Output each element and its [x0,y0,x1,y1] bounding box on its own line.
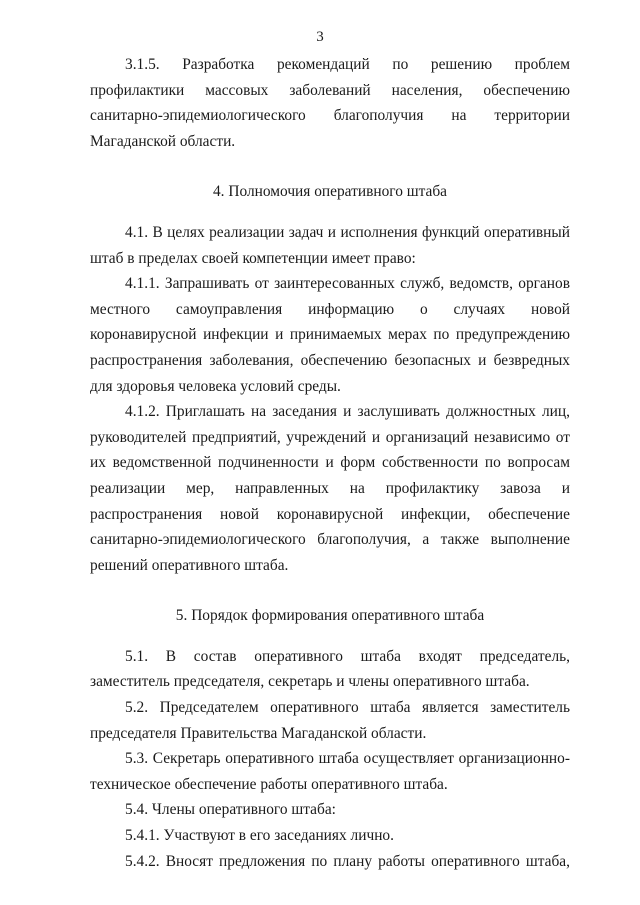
paragraph-4-1-1: 4.1.1. Запрашивать от заинтересованных служб, ведомств, органов местного самоуправления информацию о случаях новой коронавирусной инфекции и принимаемых мерах по предупреждению распространения заболевания, обеспечению безопасных и безвредных для здоровья человека условий среды. [90,275,570,395]
section-heading-5: 5. Порядок формирования оперативного штаба [175,607,485,625]
paragraph-5-1: 5.1. В состав оперативного штаба входят председатель, заместитель председателя, секретарь и члены оперативного штаба. [90,647,570,691]
paragraph-5-2: 5.2. Председателем оперативного штаба является заместитель председателя Правительства Магаданской области. [90,699,570,742]
paragraph-4-1: 4.1. В целях реализации задач и исполнения функций оперативный штаб в пределах своей компетенции имеет право: [90,223,570,267]
section-heading-4: 4. Полномочия оперативного штаба [212,183,448,201]
paragraph-5-3: 5.3. Секретарь оперативного штаба осуществляет организационно-техническое обеспечение работы оперативного штаба. [90,750,570,793]
paragraph-5-4-2: 5.4.2. Вносят предложения по плану работы оперативного штаба, [125,852,570,870]
page-number: 3 [316,29,324,45]
paragraph-3-1-5: 3.1.5. Разработка рекомендаций по решению проблем профилактики массовых заболеваний населения, обеспечению санитарно-эпидемиологического благополучия на территории Магаданской области. [90,56,570,150]
paragraph-5-4-1: 5.4.1. Участвуют в его заседаниях лично. [125,827,394,845]
document-body [90,52,570,874]
paragraph-4-1-2: 4.1.2. Приглашать на заседания и заслушивать должностных лиц, руководителей предприятий, учреждений и организаций независимо от их ведомственной подчиненности и форм собственности по вопросам реализации мер, направленных на профилактику завоза и распространения новой коронавирусной инфекции, обеспечение санитарно-эпидемиологического благополучия, а также выполнение решений оперативного штаба. [90,403,570,574]
paragraph-5-4: 5.4. Члены оперативного штаба: [125,801,336,819]
